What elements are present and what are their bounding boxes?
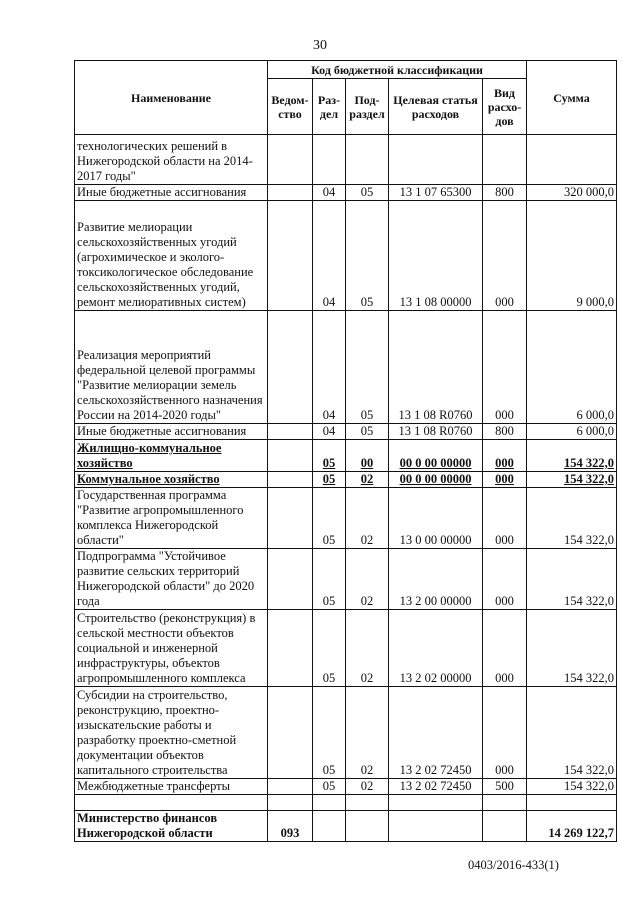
row-subsection-cell: 02 xyxy=(346,549,389,610)
row-target-cell xyxy=(389,795,483,811)
row-sum-cell: 320 000,0 xyxy=(527,185,617,201)
row-target-cell: 00 0 00 00000 xyxy=(389,440,483,472)
row-name-cell: Жилищно-коммунальное хозяйство xyxy=(75,440,268,472)
table-row xyxy=(75,135,617,185)
header-type: Вид расхо-дов xyxy=(483,79,527,135)
row-subsection-cell: 02 xyxy=(346,488,389,549)
row-dept-cell xyxy=(268,135,313,185)
row-target-cell xyxy=(389,135,483,185)
row-subsection-cell xyxy=(346,795,389,811)
row-section-cell: 05 xyxy=(313,440,346,472)
table-row xyxy=(75,779,617,795)
document-code: 0403/2016-433(1) xyxy=(468,858,559,872)
header-subsection: Под-раздел xyxy=(346,79,389,135)
row-section-cell: 04 xyxy=(313,201,346,311)
row-target-cell: 13 1 07 65300 xyxy=(389,185,483,201)
row-target-cell: 13 0 00 00000 xyxy=(389,488,483,549)
row-name-cell: Министерство финансов Нижегородской области xyxy=(75,811,268,842)
row-dept-cell xyxy=(268,779,313,795)
row-dept-cell xyxy=(268,472,313,488)
row-type-cell xyxy=(483,135,527,185)
row-name-cell: Межбюджетные трансферты xyxy=(75,779,268,795)
row-dept-cell xyxy=(268,687,313,779)
row-sum-cell: 6 000,0 xyxy=(527,311,617,424)
table-row xyxy=(75,687,617,779)
row-subsection-cell: 05 xyxy=(346,311,389,424)
page-number: 30 xyxy=(313,38,327,53)
row-dept-cell xyxy=(268,795,313,811)
row-name-cell: Реализация мероприятий федеральной целевой программы "Развитие мелиорации земель сельскохозяйственного назначения России на 2014-2020 годы" xyxy=(75,311,268,424)
header-dept: Ведом-ство xyxy=(268,79,313,135)
row-subsection-cell: 05 xyxy=(346,424,389,440)
table-body xyxy=(75,135,617,842)
row-sum-cell: 154 322,0 xyxy=(527,610,617,687)
row-sum-cell: 14 269 122,7 xyxy=(527,811,617,842)
header-classification: Код бюджетной классификации xyxy=(268,61,527,79)
row-section-cell xyxy=(313,811,346,842)
row-section-cell: 05 xyxy=(313,549,346,610)
row-sum-cell: 154 322,0 xyxy=(527,472,617,488)
row-section-cell: 04 xyxy=(313,424,346,440)
row-dept-cell: 093 xyxy=(268,811,313,842)
row-section-cell: 05 xyxy=(313,779,346,795)
row-sum-cell xyxy=(527,135,617,185)
budget-table xyxy=(74,60,617,842)
row-type-cell: 000 xyxy=(483,440,527,472)
table-row xyxy=(75,549,617,610)
header-sum: Сумма xyxy=(527,61,617,135)
row-section-cell: 05 xyxy=(313,472,346,488)
row-target-cell: 13 2 02 72450 xyxy=(389,779,483,795)
row-target-cell: 13 1 08 R0760 xyxy=(389,424,483,440)
row-name-cell: Иные бюджетные ассигнования xyxy=(75,185,268,201)
row-name-cell: Строительство (реконструкция) в сельской местности объектов социальной и инженерной инфраструктуры, объектов агропромышленного комплекса xyxy=(75,610,268,687)
row-sum-cell: 154 322,0 xyxy=(527,549,617,610)
row-sum-cell: 154 322,0 xyxy=(527,440,617,472)
row-type-cell: 000 xyxy=(483,201,527,311)
row-dept-cell xyxy=(268,201,313,311)
row-dept-cell xyxy=(268,440,313,472)
row-sum-cell: 154 322,0 xyxy=(527,488,617,549)
table-row xyxy=(75,795,617,811)
row-name-cell: Субсидии на строительство, реконструкцию, проектно-изыскательские работы и разработку проектно-сметной документации объектов капитального строительства xyxy=(75,687,268,779)
row-sum-cell xyxy=(527,795,617,811)
row-dept-cell xyxy=(268,549,313,610)
table-row xyxy=(75,610,617,687)
row-name-cell: Развитие мелиорации сельскохозяйственных угодий (агрохимическое и эколого-токсикологическое обследование сельскохозяйственных угодий, ремонт мелиоративных систем) xyxy=(75,201,268,311)
row-name-cell: технологических решений в Нижегородской области на 2014-2017 годы" xyxy=(75,135,268,185)
row-subsection-cell: 02 xyxy=(346,687,389,779)
table-row xyxy=(75,311,617,424)
header-name: Наименование xyxy=(75,61,268,135)
row-sum-cell: 154 322,0 xyxy=(527,779,617,795)
row-type-cell xyxy=(483,795,527,811)
row-subsection-cell xyxy=(346,135,389,185)
row-dept-cell xyxy=(268,185,313,201)
table-row xyxy=(75,488,617,549)
row-name-cell: Подпрограмма "Устойчивое развитие сельских территорий Нижегородской области" до 2020 года xyxy=(75,549,268,610)
row-type-cell: 000 xyxy=(483,311,527,424)
row-subsection-cell: 02 xyxy=(346,610,389,687)
row-type-cell: 000 xyxy=(483,687,527,779)
row-dept-cell xyxy=(268,488,313,549)
row-name-cell: Иные бюджетные ассигнования xyxy=(75,424,268,440)
row-sum-cell: 9 000,0 xyxy=(527,201,617,311)
row-type-cell: 000 xyxy=(483,472,527,488)
row-target-cell xyxy=(389,811,483,842)
row-subsection-cell: 02 xyxy=(346,779,389,795)
row-type-cell: 800 xyxy=(483,424,527,440)
row-target-cell: 13 1 08 R0760 xyxy=(389,311,483,424)
table-row xyxy=(75,201,617,311)
row-section-cell: 04 xyxy=(313,185,346,201)
row-section-cell: 04 xyxy=(313,311,346,424)
row-section-cell xyxy=(313,135,346,185)
row-name-cell: Государственная программа "Развитие агропромышленного комплекса Нижегородской области" xyxy=(75,488,268,549)
row-section-cell: 05 xyxy=(313,687,346,779)
row-subsection-cell: 00 xyxy=(346,440,389,472)
row-target-cell: 13 2 02 00000 xyxy=(389,610,483,687)
row-subsection-cell: 05 xyxy=(346,185,389,201)
row-subsection-cell xyxy=(346,811,389,842)
row-name-cell: Коммунальное хозяйство xyxy=(75,472,268,488)
header-section: Раз-дел xyxy=(313,79,346,135)
row-subsection-cell: 02 xyxy=(346,472,389,488)
table-row xyxy=(75,440,617,472)
row-type-cell xyxy=(483,811,527,842)
row-target-cell: 13 1 08 00000 xyxy=(389,201,483,311)
row-type-cell: 000 xyxy=(483,610,527,687)
table-row xyxy=(75,185,617,201)
row-dept-cell xyxy=(268,424,313,440)
row-section-cell: 05 xyxy=(313,488,346,549)
row-target-cell: 13 2 02 72450 xyxy=(389,687,483,779)
table-row xyxy=(75,811,617,842)
row-subsection-cell: 05 xyxy=(346,201,389,311)
row-sum-cell: 154 322,0 xyxy=(527,687,617,779)
row-dept-cell xyxy=(268,311,313,424)
row-target-cell: 00 0 00 00000 xyxy=(389,472,483,488)
row-name-cell xyxy=(75,795,268,811)
row-type-cell: 800 xyxy=(483,185,527,201)
row-section-cell: 05 xyxy=(313,610,346,687)
row-section-cell xyxy=(313,795,346,811)
header-target: Целевая статья расходов xyxy=(389,79,483,135)
row-sum-cell: 6 000,0 xyxy=(527,424,617,440)
row-type-cell: 000 xyxy=(483,488,527,549)
row-dept-cell xyxy=(268,610,313,687)
table-row xyxy=(75,472,617,488)
row-type-cell: 000 xyxy=(483,549,527,610)
table-row xyxy=(75,424,617,440)
row-type-cell: 500 xyxy=(483,779,527,795)
row-target-cell: 13 2 00 00000 xyxy=(389,549,483,610)
